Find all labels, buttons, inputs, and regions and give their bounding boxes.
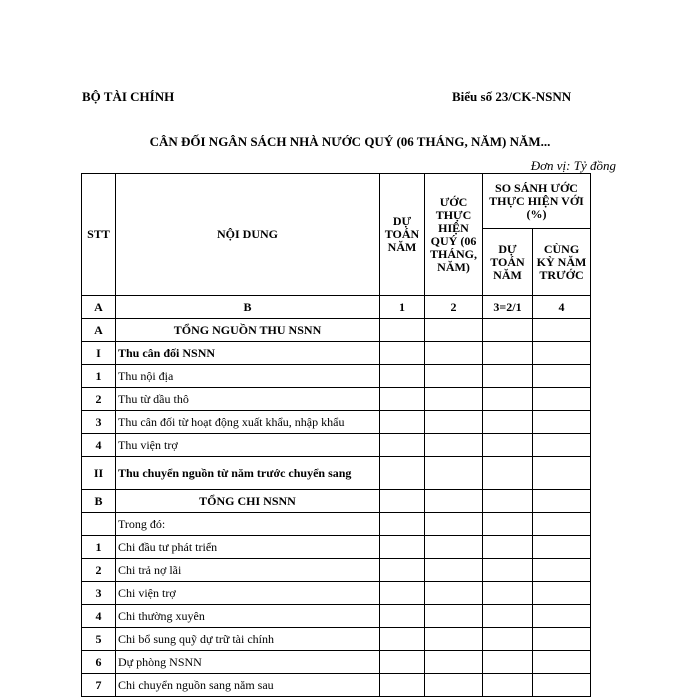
table-row <box>82 651 591 674</box>
index-cell: B <box>116 296 380 319</box>
row-content: Chi đầu tư phát triển <box>116 536 380 559</box>
row-stt: B <box>82 490 116 513</box>
table-row <box>82 490 591 513</box>
row-content: TỔNG NGUỒN THU NSNN <box>116 319 380 342</box>
row-stt: A <box>82 319 116 342</box>
row-content: Thu chuyển nguồn từ năm trước chuyển sang <box>116 457 380 490</box>
ministry-name: BỘ TÀI CHÍNH <box>82 89 175 104</box>
table-row <box>82 628 591 651</box>
index-cell: 1 <box>380 296 425 319</box>
row-content: TỔNG CHI NSNN <box>116 490 380 513</box>
table-row <box>82 457 591 490</box>
row-stt: II <box>82 457 116 490</box>
row-content: Thu cân đối từ hoạt động xuất khẩu, nhập khẩu <box>116 411 380 434</box>
header-content: NỘI DUNG <box>116 174 380 296</box>
row-content: Chi chuyển nguồn sang năm sau <box>116 674 380 697</box>
row-content: Chi bổ sung quỹ dự trữ tài chính <box>116 628 380 651</box>
header-compare-estimate: DỰ TOÁN NĂM <box>483 229 533 296</box>
row-stt <box>82 513 116 536</box>
column-index-row <box>82 296 591 319</box>
document-title: CÂN ĐỐI NGÂN SÁCH NHÀ NƯỚC QUÝ (06 THÁNG, NĂM) NĂM... <box>149 134 551 149</box>
row-stt: 4 <box>82 434 116 457</box>
table-row <box>82 513 591 536</box>
table-row <box>82 559 591 582</box>
index-cell: A <box>82 296 116 319</box>
row-content: Chi viện trợ <box>116 582 380 605</box>
header-compare-same-period: CÙNG KỲ NĂM TRƯỚC <box>533 229 591 296</box>
row-stt: 7 <box>82 674 116 697</box>
row-stt: 4 <box>82 605 116 628</box>
table-row <box>82 582 591 605</box>
row-content: Chi trả nợ lãi <box>116 559 380 582</box>
header-comparison: SO SÁNH ƯỚC THỰC HIỆN VỚI (%) <box>483 174 591 229</box>
header-estimated-implementation: ƯỚC THỰC HIỆN QUÝ (06 THÁNG, NĂM) <box>425 174 483 296</box>
table-row <box>82 411 591 434</box>
row-content: Chi thường xuyên <box>116 605 380 628</box>
table-row <box>82 388 591 411</box>
row-content: Thu viện trợ <box>116 434 380 457</box>
table-row <box>82 365 591 388</box>
row-stt: 1 <box>82 536 116 559</box>
row-content: Thu từ dầu thô <box>116 388 380 411</box>
row-content: Thu cân đối NSNN <box>116 342 380 365</box>
row-content: Dự phòng NSNN <box>116 651 380 674</box>
row-stt: 5 <box>82 628 116 651</box>
row-content: Thu nội địa <box>116 365 380 388</box>
header-annual-estimate: DỰ TOÁN NĂM <box>380 174 425 296</box>
form-number: Biểu số 23/CK-NSNN <box>452 89 572 104</box>
index-cell: 2 <box>425 296 483 319</box>
row-stt: 1 <box>82 365 116 388</box>
unit-label: Đơn vị: Tỷ đồng <box>530 158 616 173</box>
row-stt: 2 <box>82 559 116 582</box>
row-stt: 3 <box>82 411 116 434</box>
table-row <box>82 674 591 697</box>
index-cell: 4 <box>533 296 591 319</box>
table-row <box>82 536 591 559</box>
table-row <box>82 319 591 342</box>
row-stt: 6 <box>82 651 116 674</box>
index-cell: 3=2/1 <box>483 296 533 319</box>
row-stt: 3 <box>82 582 116 605</box>
row-content: Trong đó: <box>116 513 380 536</box>
row-stt: I <box>82 342 116 365</box>
table-row <box>82 434 591 457</box>
table-row <box>82 605 591 628</box>
table-header-row <box>82 174 591 229</box>
budget-table <box>81 173 591 697</box>
header-stt: STT <box>82 174 116 296</box>
row-stt: 2 <box>82 388 116 411</box>
table-row <box>82 342 591 365</box>
